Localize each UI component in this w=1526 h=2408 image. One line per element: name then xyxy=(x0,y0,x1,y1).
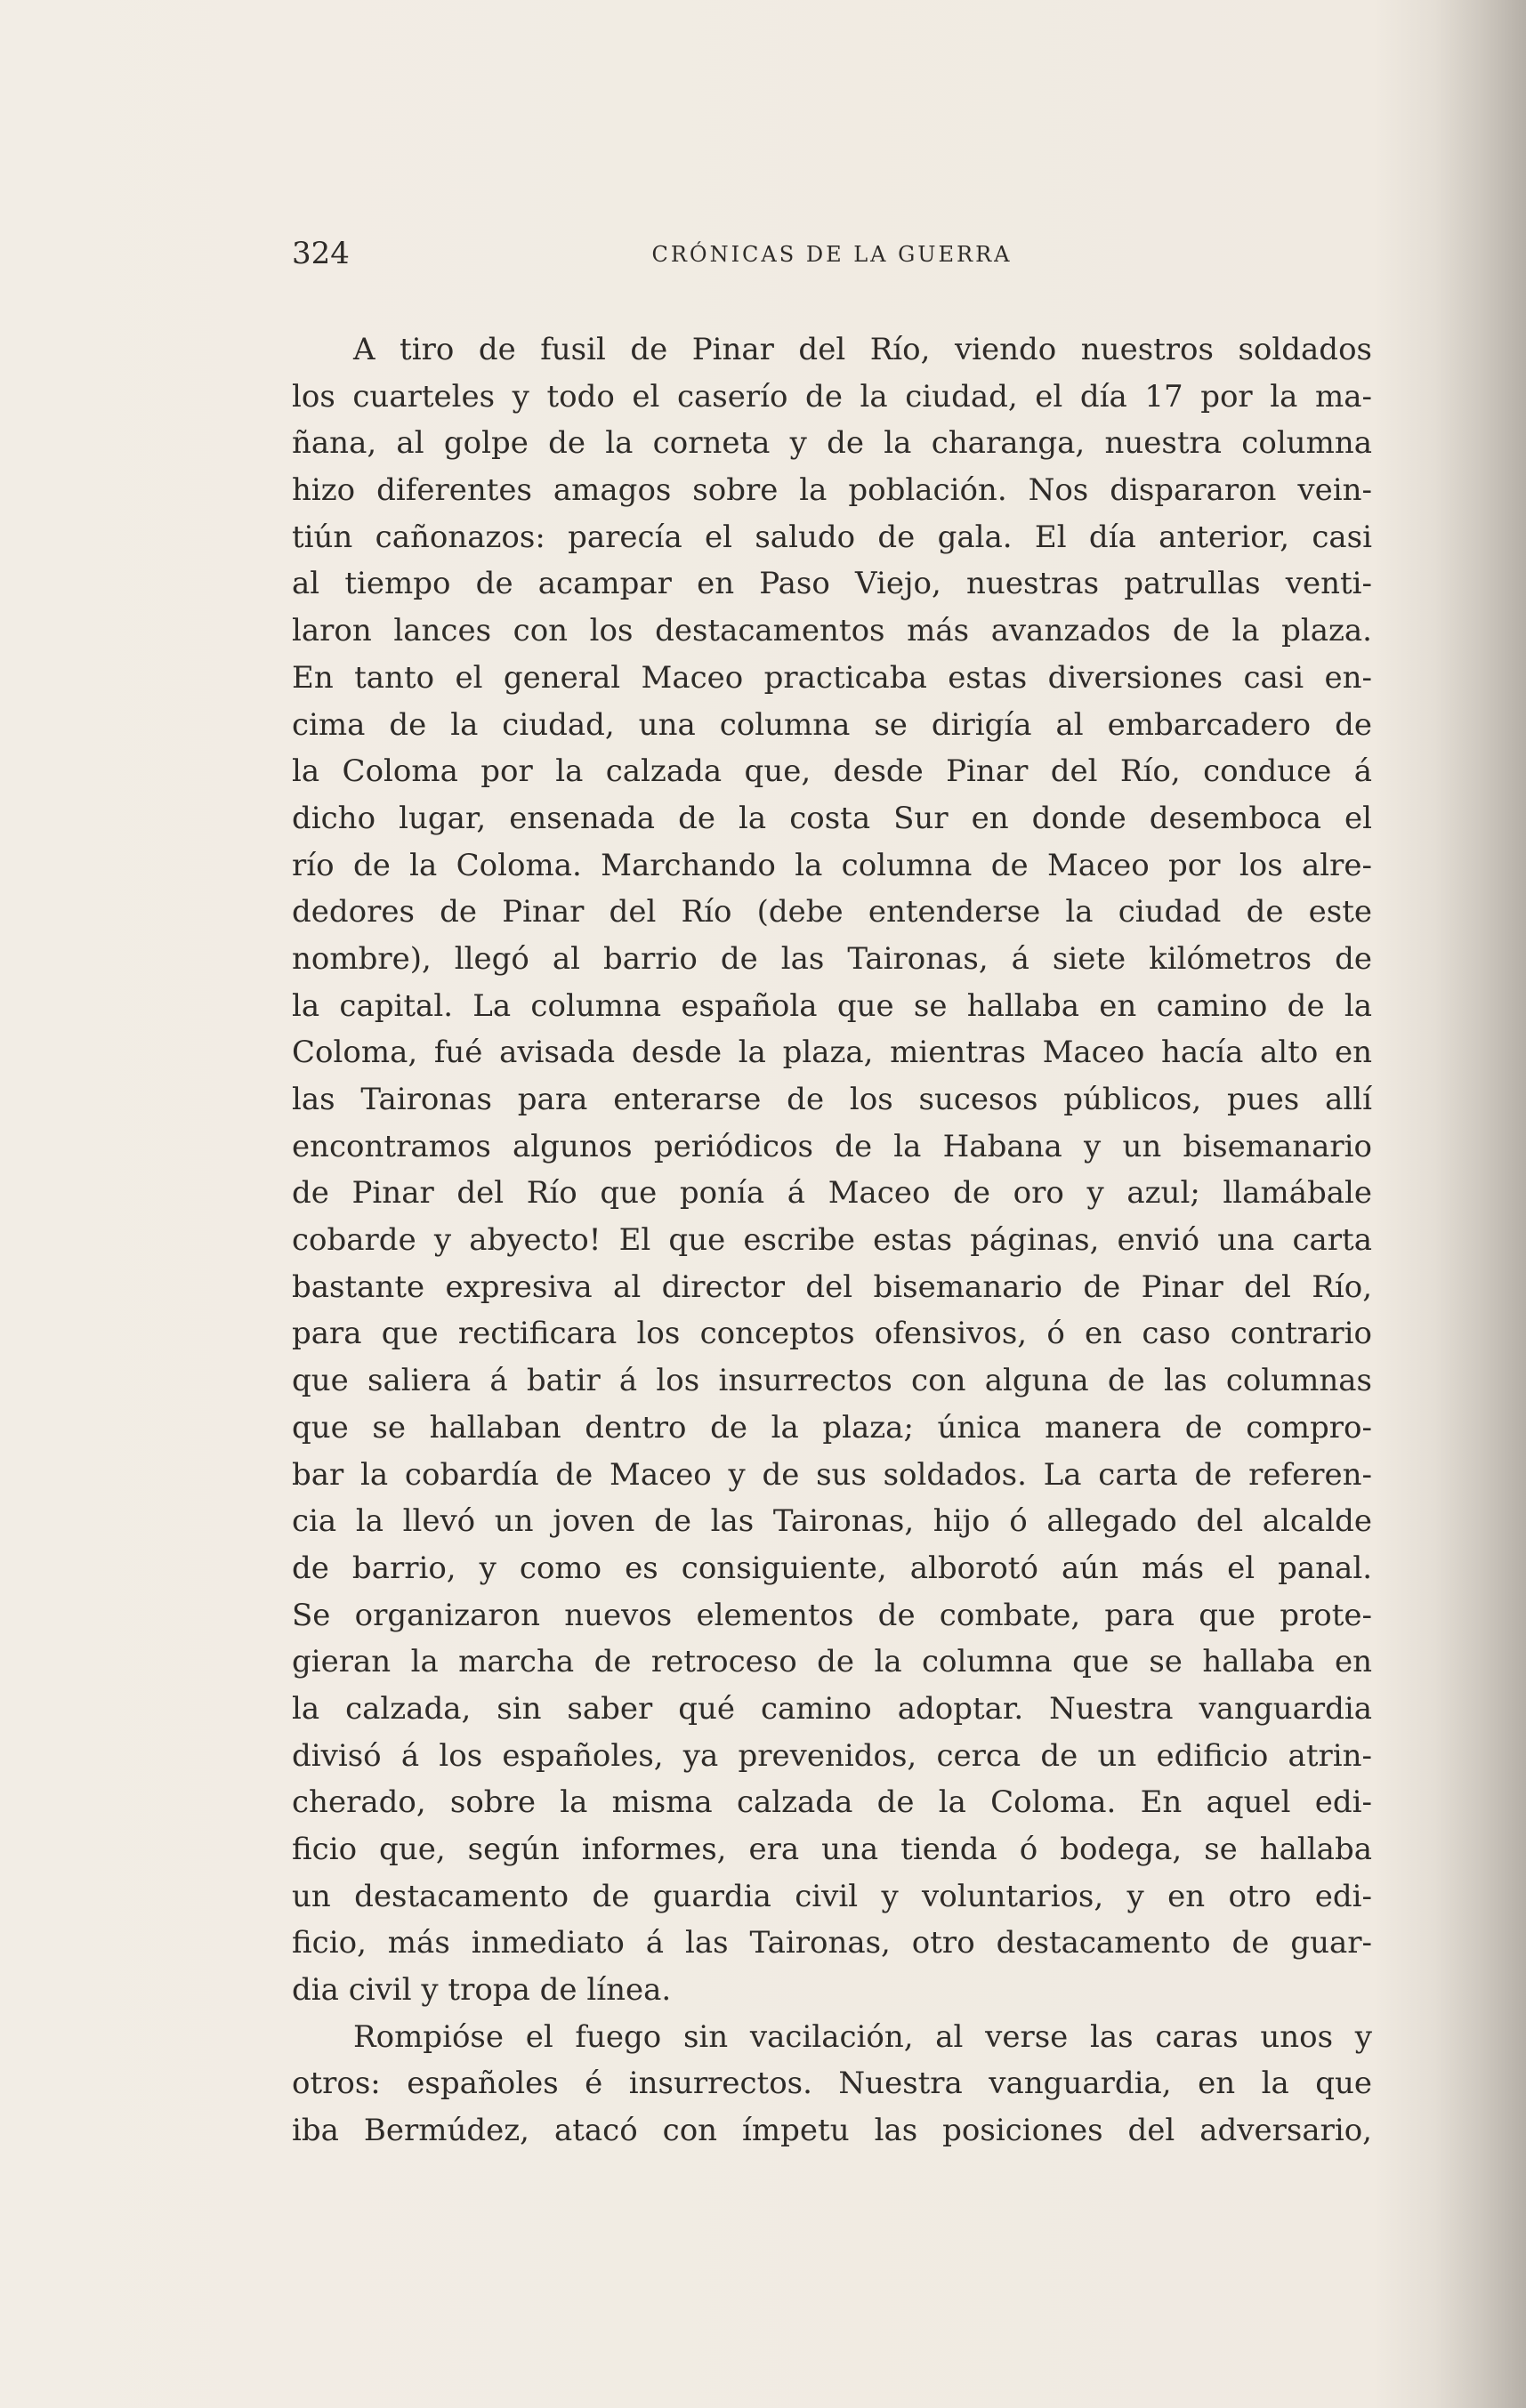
text-line: bar la cobardía de Maceo y de sus soldados. La carta de referen- xyxy=(292,1456,1372,1493)
text-line: cherado, sobre la misma calzada de la Coloma. En aquel edi- xyxy=(292,1784,1372,1821)
text-line: río de la Coloma. Marchando la columna de Maceo por los alre- xyxy=(292,847,1372,883)
text-line: otros: españoles é insurrectos. Nuestra vanguardia, en la que xyxy=(292,2066,1372,2102)
text-line: la calzada, sin saber qué camino adoptar. Nuestra vanguardia xyxy=(292,1690,1372,1727)
text-line: de barrio, y como es consiguiente, alborotó aún más el panal. xyxy=(292,1550,1372,1586)
text-line: hizo diferentes amagos sobre la población. Nos dispararon vein- xyxy=(292,472,1372,509)
text-line: dedores de Pinar del Río (debe entenderse la ciudad de este xyxy=(292,894,1372,930)
text-line: ficio, más inmediato á las Taironas, otro destacamento de guar- xyxy=(292,1925,1372,1961)
text-line: dicho lugar, ensenada de la costa Sur en donde desemboca el xyxy=(292,800,1372,836)
text-line: nombre), llegó al barrio de las Taironas, á siete kilómetros de xyxy=(292,940,1372,977)
text-line: ficio que, según informes, era una tienda ó bodega, se hallaba xyxy=(292,1832,1372,1867)
paragraph xyxy=(292,2014,1372,2154)
text-line: Se organizaron nuevos elementos de combate, para que prote- xyxy=(292,1597,1372,1633)
text-line: al tiempo de acampar en Paso Viejo, nuestras patrullas venti- xyxy=(292,566,1372,602)
text-line: que saliera á batir á los insurrectos con alguna de las columnas xyxy=(292,1363,1372,1399)
text-line: los cuarteles y todo el caserío de la ciudad, el día 17 por la ma- xyxy=(292,378,1372,415)
text-line: un destacamento de guardia civil y voluntarios, y en otro edi- xyxy=(292,1878,1372,1914)
text-line: la Coloma por la calzada que, desde Pinar del Río, conduce á xyxy=(292,753,1372,790)
text-line: cia la llevó un joven de las Taironas, hijo ó allegado del alcalde xyxy=(292,1503,1372,1540)
text-line: encontramos algunos periódicos de la Habana y un bisemanario xyxy=(292,1128,1372,1164)
running-title: CRÓNICAS DE LA GUERRA xyxy=(651,242,1013,267)
text-line: divisó á los españoles, ya prevenidos, cerca de un edificio atrin- xyxy=(292,1737,1372,1774)
text-line: que se hallaban dentro de la plaza; única manera de compro- xyxy=(292,1409,1372,1446)
text-line: gieran la marcha de retroceso de la columna que se hallaba en xyxy=(292,1644,1372,1680)
text-line: para que rectificara los conceptos ofensivos, ó en caso contrario xyxy=(292,1316,1372,1352)
text-line: la capital. La columna española que se hallaba en camino de la xyxy=(292,987,1372,1024)
text-line: cima de la ciudad, una columna se dirigía al embarcadero de xyxy=(292,706,1372,743)
page-number: 324 xyxy=(292,236,350,271)
text-line: cobarde y abyecto! El que escribe estas páginas, envió una carta xyxy=(292,1222,1372,1259)
text-line: tiún cañonazos: parecía el saludo de gala. El día anterior, casi xyxy=(292,519,1372,555)
text-line: Rompióse el fuego sin vacilación, al verse las caras unos y xyxy=(353,2018,1372,2055)
text-line: En tanto el general Maceo practicaba estas diversiones casi en- xyxy=(292,659,1372,696)
text-line: laron lances con los destacamentos más avanzados de la plaza. xyxy=(292,613,1372,649)
text-line: ñana, al golpe de la corneta y de la charanga, nuestra columna xyxy=(292,425,1372,462)
text-line: iba Bermúdez, atacó con ímpetu las posiciones del adversario, xyxy=(292,2113,1372,2149)
text-line: A tiro de fusil de Pinar del Río, viendo nuestros soldados xyxy=(353,332,1372,367)
body-text xyxy=(292,326,1372,2154)
text-line: las Taironas para enterarse de los sucesos públicos, pues allí xyxy=(292,1082,1372,1117)
text-line: bastante expresiva al director del bisemanario de Pinar del Río, xyxy=(292,1268,1372,1305)
paragraph xyxy=(292,326,1372,2014)
text-line: dia civil y tropa de línea. xyxy=(292,1972,672,2009)
text-line: Coloma, fué avisada desde la plaza, mientras Maceo hacía alto en xyxy=(292,1035,1372,1071)
text-line: de Pinar del Río que ponía á Maceo de oro y azul; llamábale xyxy=(292,1175,1372,1212)
